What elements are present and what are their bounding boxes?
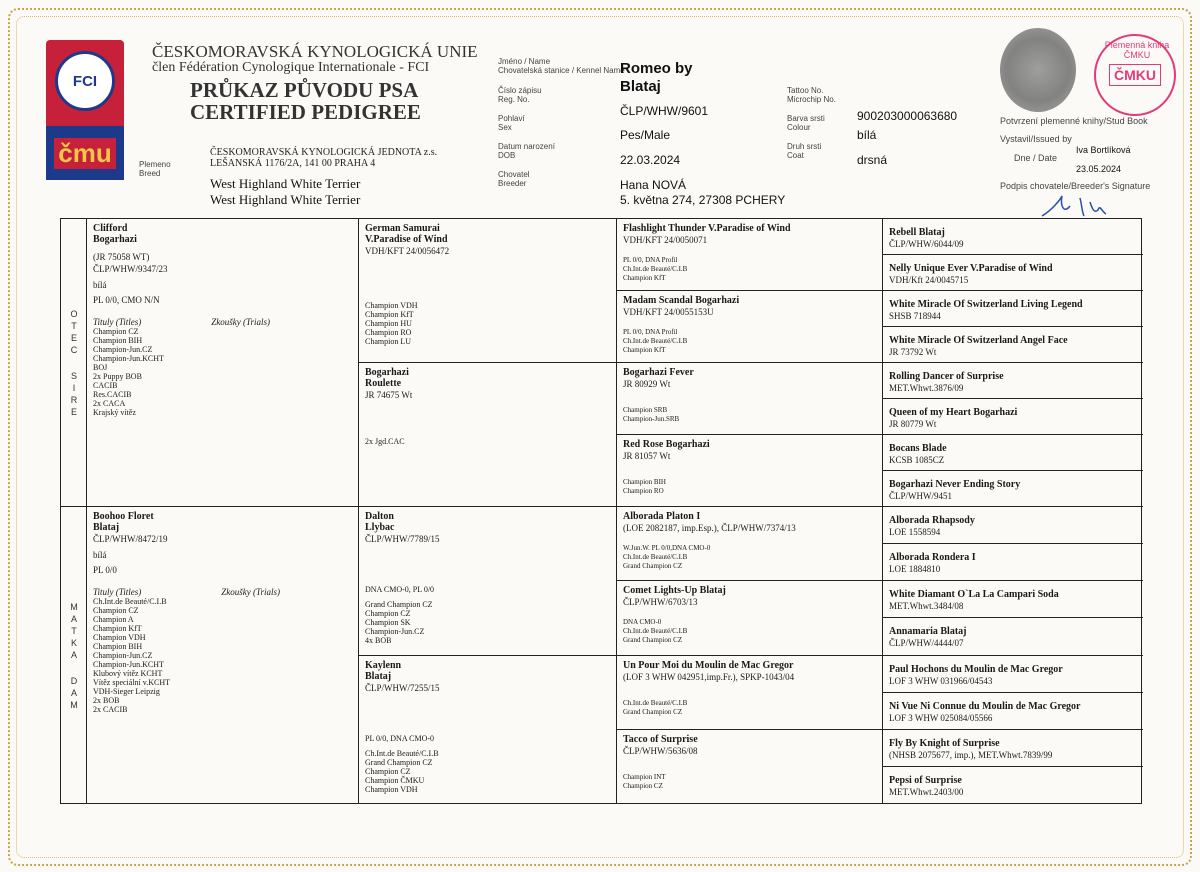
grandparent-title: Champion VDH bbox=[365, 785, 418, 794]
dam-title: 2x BOB bbox=[93, 696, 120, 705]
fci-membership: člen Fédération Cynologique Internationale - FCI bbox=[152, 60, 430, 75]
spacer bbox=[623, 462, 876, 478]
studbook-stamp-center: ČMKU bbox=[1109, 64, 1161, 86]
ancestor-cell bbox=[883, 435, 1143, 471]
grandparent-title: Champion HU bbox=[365, 319, 412, 328]
dog-colour: bílá bbox=[857, 128, 877, 142]
issued-by: Iva Bortlíková bbox=[1076, 145, 1131, 155]
great-grandparent-reg: ČLP/WHW/6703/13 bbox=[623, 597, 698, 607]
ancestor-cell bbox=[883, 507, 1143, 544]
ancestor-cell bbox=[883, 363, 1143, 399]
side-letter: O bbox=[70, 308, 78, 319]
grandparent-name: Kaylenn bbox=[365, 660, 402, 671]
great-grandparent-reg: (LOF 3 WHW 042951,imp.Fr.), SPKP-1043/04 bbox=[623, 672, 795, 682]
title-cz: PRŮKAZ PŮVODU PSA bbox=[190, 78, 419, 102]
grandparent-title: Champion CZ bbox=[365, 767, 411, 776]
grandparent-kennel: Llybac bbox=[365, 522, 395, 533]
studbook-confirm-label: Potvrzení plemenné knihy/Stud Book bbox=[1000, 116, 1148, 126]
grandparent-title: Champion LU bbox=[365, 337, 411, 346]
sire-title: 2x Puppy BOB bbox=[93, 372, 142, 381]
dam-title: VDH-Sieger Leipzig bbox=[93, 687, 160, 696]
ancestor-name: Rolling Dancer of Surprise bbox=[889, 371, 1004, 382]
sire-health: PL 0/0, CMO N/N bbox=[93, 295, 160, 305]
grandparent-name: Bogarhazi bbox=[365, 367, 409, 378]
ancestor-reg: (NHSB 2075677, imp.), MET.Whwt.7839/99 bbox=[889, 750, 1053, 760]
great-grandparent-reg: VDH/KFT 24/0050071 bbox=[623, 235, 708, 245]
ancestor-cell bbox=[883, 399, 1143, 435]
breed-label: Plemeno Breed bbox=[139, 160, 171, 178]
ancestor-cell bbox=[883, 544, 1143, 581]
club-name: ČESKOMORAVSKÁ KYNOLOGICKÁ JEDNOTA z.s. bbox=[210, 147, 438, 158]
sire-title: Champion CZ bbox=[93, 327, 139, 336]
great-grandparent-name: Tacco of Surprise bbox=[623, 734, 698, 745]
spacer bbox=[623, 318, 876, 328]
spacer bbox=[623, 390, 876, 406]
dam-health: PL 0/0 bbox=[93, 565, 117, 575]
breeder-signature-label: Podpis chovatele/Breeder's Signature bbox=[1000, 181, 1151, 191]
dam-title: Ch.Int.de Beauté/C.I.B bbox=[93, 597, 167, 606]
generation-2 bbox=[359, 219, 617, 803]
sire-titles bbox=[93, 327, 352, 417]
dog-coat: drsná bbox=[857, 153, 888, 167]
globe-icon bbox=[55, 51, 115, 111]
grandparent-cell bbox=[359, 219, 616, 363]
grandparent-kennel: Roulette bbox=[365, 378, 402, 389]
ancestor-reg: LOF 3 WHW 031966/04543 bbox=[889, 676, 993, 686]
dam-title: Klubový vítěz KCHT bbox=[93, 669, 163, 678]
ancestor-name: White Miracle Of Switzerland Angel Face bbox=[889, 335, 1068, 346]
side-letter: T bbox=[71, 626, 77, 636]
great-grandparent-title: Champion-Jun.SRB bbox=[623, 415, 680, 423]
great-grandparent-cell bbox=[617, 291, 882, 363]
great-grandparent-title: Grand Champion CZ bbox=[623, 636, 683, 644]
spacer bbox=[623, 683, 876, 699]
great-grandparent-cell bbox=[617, 219, 882, 291]
grandparent-title: Grand Champion CZ bbox=[365, 600, 433, 609]
breeder-address: 5. května 274, 27308 PCHERY bbox=[620, 193, 786, 207]
ancestor-reg: JR 80779 Wt bbox=[889, 419, 937, 429]
side-letter: R bbox=[70, 394, 78, 405]
grandparent-kennel: V.Paradise of Wind bbox=[365, 234, 448, 245]
fci-cmku-logo bbox=[46, 40, 124, 180]
great-grandparent-cell bbox=[617, 656, 882, 730]
ancestor-name: White Diamant O`La La Campari Soda bbox=[889, 589, 1059, 600]
ancestor-name: Rebell Blataj bbox=[889, 227, 945, 238]
great-grandparent-title: Champion CZ bbox=[623, 782, 663, 790]
ancestor-reg: LOE 1884810 bbox=[889, 564, 941, 574]
issue-date: 23.05.2024 bbox=[1076, 164, 1122, 174]
sire-title: Champion-Jun.CZ bbox=[93, 345, 153, 354]
pedigree-table bbox=[60, 218, 1142, 804]
dob-label: Datum narození DOB bbox=[498, 142, 555, 160]
title-en: CERTIFIED PEDIGREE bbox=[190, 100, 421, 124]
ancestor-reg: ČLP/WHW/4444/07 bbox=[889, 638, 964, 648]
dam-title: Champion BIH bbox=[93, 642, 143, 651]
side-labels bbox=[61, 219, 87, 803]
spacer bbox=[365, 257, 610, 301]
fci-logo bbox=[46, 40, 124, 122]
side-letter: D bbox=[70, 676, 78, 686]
great-grandparent-title: Grand Champion CZ bbox=[623, 708, 683, 716]
sex-label: Pohlaví Sex bbox=[498, 114, 525, 132]
great-grandparent-reg: VDH/KFT 24/0055153U bbox=[623, 307, 714, 317]
great-grandparent-title: Champion RO bbox=[623, 487, 664, 495]
ancestor-reg: MET.Whwt.3484/08 bbox=[889, 601, 964, 611]
ancestor-name: Bogarhazi Never Ending Story bbox=[889, 479, 1021, 490]
great-grandparent-title: Ch.Int.de Beauté/C.I.B bbox=[623, 553, 688, 561]
studbook-stamp bbox=[1094, 34, 1176, 116]
ancestor-cell bbox=[883, 219, 1143, 255]
sire-title: Champion-Jun.KCHT bbox=[93, 354, 164, 363]
ancestor-cell bbox=[883, 327, 1143, 363]
great-grandparent-health: DNA CMO-0 bbox=[623, 618, 662, 626]
grandparent-title: 2x Jgd.CAC bbox=[365, 437, 405, 446]
date-label: Dne / Date bbox=[1014, 153, 1058, 163]
ancestor-name: Fly By Knight of Surprise bbox=[889, 738, 1000, 749]
great-grandparent-health: W.Jun.W. PL 0/0,DNA CMO-0 bbox=[623, 544, 711, 552]
great-grandparent-title: Ch.Int.de Beauté/C.I.B bbox=[623, 627, 688, 635]
grandparent-title: Champion VDH bbox=[365, 301, 418, 310]
generation-1 bbox=[87, 219, 359, 803]
great-grandparent-title: Ch.Int.de Beauté/C.I.B bbox=[623, 337, 688, 345]
sire-title: BOJ bbox=[93, 363, 108, 372]
side-letter bbox=[73, 356, 76, 370]
great-grandparent-health: PL 0/0, DNA Profil bbox=[623, 328, 678, 336]
great-grandparent-title: Champion SRB bbox=[623, 406, 668, 414]
ancestor-name: Paul Hochons du Moulin de Mac Gregor bbox=[889, 664, 1063, 675]
sire-cell bbox=[87, 219, 358, 507]
side-letter: A bbox=[70, 688, 77, 698]
side-letter: M bbox=[70, 602, 78, 612]
dam-title: Champion CZ bbox=[93, 606, 139, 615]
spacer bbox=[365, 694, 610, 734]
ancestor-name: Annamaria Blataj bbox=[889, 626, 967, 637]
fci-logo-text: FCI bbox=[72, 72, 98, 90]
dam-title: Vítěz speciální v.KCHT bbox=[93, 678, 171, 687]
ancestor-name: White Miracle Of Switzerland Living Legend bbox=[889, 299, 1083, 310]
great-grandparent-title: Champion KfT bbox=[623, 274, 666, 282]
sire-trials-label: Zkoušky (Trials) bbox=[211, 317, 271, 327]
great-grandparent-name: Madam Scandal Bogarhazi bbox=[623, 295, 740, 306]
dam-title: Champion VDH bbox=[93, 633, 146, 642]
grandparent-title: Champion-Jun.CZ bbox=[365, 627, 425, 636]
dam-title: 2x CACIB bbox=[93, 705, 128, 714]
name-label: Jméno / Name Chovatelská stanice / Kennel Name bbox=[498, 57, 625, 75]
side-letter: T bbox=[71, 320, 77, 331]
ancestor-reg: MET.Whwt.2403/00 bbox=[889, 787, 964, 797]
side-letter: C bbox=[70, 344, 78, 355]
dog-dob: 22.03.2024 bbox=[620, 153, 681, 167]
dam-titles-label: Tituly (Titles) bbox=[93, 587, 142, 597]
dam-cell bbox=[87, 507, 358, 805]
issued-by-label: Vystavil/Issued by bbox=[1000, 134, 1072, 144]
side-label-sire bbox=[61, 219, 87, 507]
ancestor-cell bbox=[883, 618, 1143, 656]
side-letter: I bbox=[72, 382, 76, 393]
grandparent-cell bbox=[359, 507, 616, 656]
ancestor-reg: VDH/Kft 24/0045715 bbox=[889, 275, 969, 285]
side-letter: A bbox=[70, 614, 77, 624]
ancestor-name: Alborada Rhapsody bbox=[889, 515, 975, 526]
cmku-logo bbox=[46, 122, 124, 180]
great-grandparent-reg: ČLP/WHW/5636/08 bbox=[623, 746, 698, 756]
great-grandparent-name: Alborada Platon I bbox=[623, 511, 701, 522]
breeder-signature bbox=[1040, 192, 1120, 220]
studbook-stamp-arc: Plemenná kniha ČMKU bbox=[1104, 40, 1170, 60]
grandparent-title: Ch.Int.de Beauté/C.I.B bbox=[365, 749, 439, 758]
ancestor-cell bbox=[883, 291, 1143, 327]
ancestor-name: Bocans Blade bbox=[889, 443, 947, 454]
ancestor-cell bbox=[883, 471, 1143, 507]
great-grandparent-title: Grand Champion CZ bbox=[623, 562, 683, 570]
breed-en: West Highland White Terrier bbox=[210, 192, 361, 207]
grandparent-name: German Samurai bbox=[365, 223, 440, 234]
side-letter: E bbox=[70, 406, 77, 417]
ancestor-cell bbox=[883, 693, 1143, 730]
dam-title: Champion KfT bbox=[93, 624, 142, 633]
grandparent-title: Champion CZ bbox=[365, 609, 411, 618]
sire-title: Champion BIH bbox=[93, 336, 143, 345]
great-grandparent-name: Flashlight Thunder V.Paradise of Wind bbox=[623, 223, 791, 234]
ancestor-reg: JR 73792 Wt bbox=[889, 347, 937, 357]
great-grandparent-name: Bogarhazi Fever bbox=[623, 367, 694, 378]
spacer bbox=[623, 534, 876, 544]
cmku-logo-text: čmu bbox=[54, 138, 115, 169]
dam-title: Champion A bbox=[93, 615, 134, 624]
dam-title: Champion-Jun.KCHT bbox=[93, 660, 164, 669]
grandparent-kennel: Blataj bbox=[365, 671, 392, 682]
grandparent-title: Champion SK bbox=[365, 618, 411, 627]
breeder-name: Hana NOVÁ bbox=[620, 178, 687, 192]
side-letter: S bbox=[70, 370, 77, 381]
spacer bbox=[623, 757, 876, 773]
reg-label: Číslo zápisu Reg. No. bbox=[498, 86, 542, 104]
dog-reg: ČLP/WHW/9601 bbox=[620, 104, 709, 118]
sire-reg: ČLP/WHW/9347/23 bbox=[93, 264, 168, 274]
great-grandparent-name: Red Rose Bogarhazi bbox=[623, 439, 710, 450]
grandparent-title: Champion KfT bbox=[365, 310, 414, 319]
sire-title: Krajský vítěz bbox=[93, 408, 136, 417]
grandparent-title: Grand Champion CZ bbox=[365, 758, 433, 767]
sire-kennel: Bogarhazi bbox=[93, 234, 137, 245]
grandparent-reg: JR 74675 Wt bbox=[365, 390, 413, 400]
great-grandparent-cell bbox=[617, 363, 882, 435]
grandparent-title: Champion RO bbox=[365, 328, 412, 337]
grandparent-title: Champion ČMKU bbox=[365, 776, 425, 785]
club-address: LEŠANSKÁ 1176/2A, 141 00 PRAHA 4 bbox=[210, 158, 376, 169]
microchip-label: Tattoo No. Microchip No. bbox=[787, 86, 836, 104]
spacer bbox=[623, 608, 876, 618]
ancestor-name: Nelly Unique Ever V.Paradise of Wind bbox=[889, 263, 1053, 274]
sire-title: Res.CACIB bbox=[93, 390, 132, 399]
spacer bbox=[365, 545, 610, 585]
great-grandparent-title: Ch.Int.de Beauté/C.I.B bbox=[623, 265, 688, 273]
dog-sex: Pes/Male bbox=[620, 128, 671, 142]
ancestor-reg: LOF 3 WHW 025084/05566 bbox=[889, 713, 993, 723]
breeder-label: Chovatel Breeder bbox=[498, 170, 530, 188]
spacer bbox=[623, 246, 876, 256]
ancestor-cell bbox=[883, 730, 1143, 767]
dam-titles bbox=[93, 597, 352, 714]
ancestor-cell bbox=[883, 255, 1143, 291]
dam-trials-label: Zkoušky (Trials) bbox=[221, 587, 281, 597]
grandparent-name: Dalton bbox=[365, 511, 394, 522]
side-label-dam bbox=[61, 507, 87, 805]
dog-kennel: Blataj bbox=[620, 78, 661, 95]
great-grandparent-title: Champion KfT bbox=[623, 346, 666, 354]
grandparent-health: PL 0/0, DNA CMO-0 bbox=[365, 734, 435, 743]
side-letter: M bbox=[70, 700, 78, 710]
spacer bbox=[365, 401, 610, 437]
great-grandparent-title: Champion BIH bbox=[623, 478, 666, 486]
sire-colour: bílá bbox=[93, 280, 107, 290]
grandparent-cell bbox=[359, 656, 616, 805]
dog-microchip: 900203000063680 bbox=[857, 109, 958, 123]
ancestor-reg: LOE 1558594 bbox=[889, 527, 941, 537]
great-grandparent-cell bbox=[617, 507, 882, 581]
side-letter: K bbox=[70, 638, 77, 648]
colour-label: Barva srsti Colour bbox=[787, 114, 825, 132]
great-grandparent-health: PL 0/0, DNA Profil bbox=[623, 256, 678, 264]
grandparent-cell bbox=[359, 363, 616, 507]
ancestor-name: Alborada Rondera I bbox=[889, 552, 976, 563]
great-grandparent-name: Comet Lights-Up Blataj bbox=[623, 585, 726, 596]
grandparent-reg: ČLP/WHW/7255/15 bbox=[365, 683, 440, 693]
ancestor-name: Queen of my Heart Bogarhazi bbox=[889, 407, 1018, 418]
dam-title: Champion-Jun.CZ bbox=[93, 651, 153, 660]
ancestor-reg: SHSB 718944 bbox=[889, 311, 941, 321]
dam-kennel: Blataj bbox=[93, 522, 120, 533]
hologram-seal bbox=[1000, 28, 1076, 112]
breed-cz: West Highland White Terrier bbox=[210, 176, 361, 191]
great-grandparent-name: Un Pour Moi du Moulin de Mac Gregor bbox=[623, 660, 794, 671]
dam-reg: ČLP/WHW/8472/19 bbox=[93, 534, 168, 544]
generation-4 bbox=[883, 219, 1143, 803]
ancestor-reg: ČLP/WHW/6044/09 bbox=[889, 239, 964, 249]
ancestor-name: Pepsi of Surprise bbox=[889, 775, 962, 786]
grandparent-health: DNA CMO-0, PL 0/0 bbox=[365, 585, 435, 594]
ancestor-reg: MET.Whwt.3876/09 bbox=[889, 383, 964, 393]
great-grandparent-title: Champion INT bbox=[623, 773, 666, 781]
great-grandparent-reg: JR 81057 Wt bbox=[623, 451, 671, 461]
ancestor-cell bbox=[883, 581, 1143, 618]
sire-title: 2x CACA bbox=[93, 399, 126, 408]
side-letter: E bbox=[70, 332, 77, 343]
great-grandparent-cell bbox=[617, 435, 882, 507]
dam-colour: bílá bbox=[93, 550, 107, 560]
dog-name: Romeo by bbox=[620, 60, 693, 77]
sire-title: CACIB bbox=[93, 381, 118, 390]
great-grandparent-reg: JR 80929 Wt bbox=[623, 379, 671, 389]
great-grandparent-cell bbox=[617, 730, 882, 805]
ancestor-reg: KCSB 1085CZ bbox=[889, 455, 945, 465]
grandparent-reg: ČLP/WHW/7789/15 bbox=[365, 534, 440, 544]
great-grandparent-reg: (LOE 2082187, imp.Esp.), ČLP/WHW/7374/13 bbox=[623, 523, 796, 533]
sire-reg-foreign: (JR 75058 WT) bbox=[93, 252, 150, 262]
ancestor-reg: ČLP/WHW/9451 bbox=[889, 491, 952, 501]
great-grandparent-title: Ch.Int.de Beauté/C.I.B bbox=[623, 699, 688, 707]
side-letter bbox=[73, 661, 76, 675]
coat-label: Druh srsti Coat bbox=[787, 142, 822, 160]
sire-name: Clifford bbox=[93, 223, 128, 234]
grandparent-title: 4x BOB bbox=[365, 636, 392, 645]
generation-3 bbox=[617, 219, 883, 803]
grandparent-reg: VDH/KFT 24/0056472 bbox=[365, 246, 450, 256]
ancestor-cell bbox=[883, 656, 1143, 693]
side-letter: A bbox=[70, 650, 77, 660]
sire-titles-label: Tituly (Titles) bbox=[93, 317, 142, 327]
great-grandparent-cell bbox=[617, 581, 882, 656]
dam-name: Boohoo Floret bbox=[93, 511, 154, 522]
union-name: ČESKOMORAVSKÁ KYNOLOGICKÁ UNIE bbox=[152, 42, 478, 61]
ancestor-cell bbox=[883, 767, 1143, 805]
ancestor-name: Ni Vue Ni Connue du Moulin de Mac Gregor bbox=[889, 701, 1081, 712]
